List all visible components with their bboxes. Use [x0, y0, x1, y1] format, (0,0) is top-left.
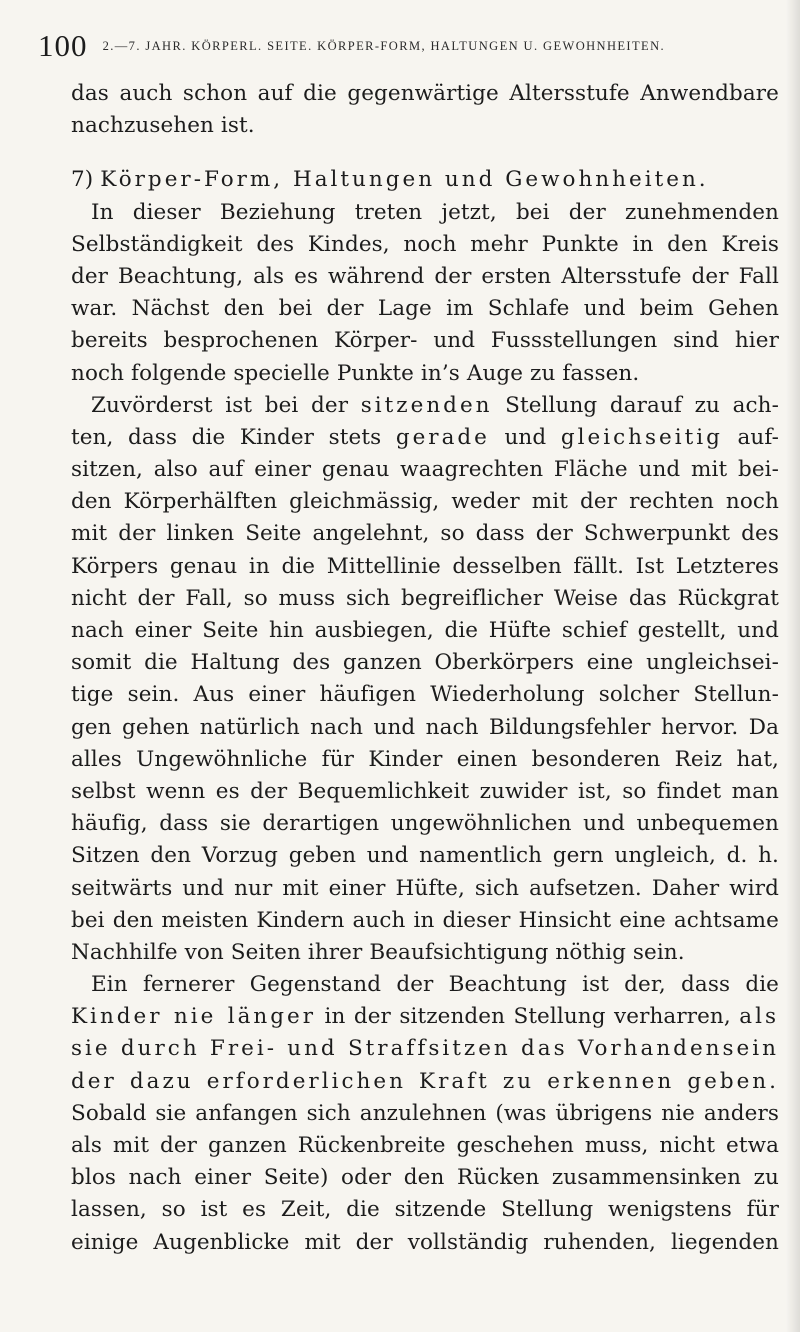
text-span: ten, dass die Kinder stets	[71, 424, 382, 450]
section-spacer	[71, 142, 779, 164]
text-line: nicht der Fall, so muss sich begreiflicher Weise das Rückgrat	[71, 585, 779, 611]
text-line: den Körperhälften gleichmässig, weder mit der rechten noch	[71, 489, 779, 515]
text-line	[71, 422, 779, 454]
emphasis-span: gerade	[395, 424, 490, 450]
text-line	[71, 390, 779, 422]
section-title: Körper-Form, Haltungen und Gewohnheiten.	[100, 167, 709, 193]
text-line: noch folgende specielle Punkte in’s Auge zu fassen.	[71, 360, 640, 386]
text-line: war. Nächst den bei der Lage im Schlafe und beim Gehen	[71, 296, 779, 322]
page-header	[38, 28, 778, 68]
text-line: bei den meisten Kindern auch in dieser Hinsicht eine achtsame	[71, 907, 779, 933]
text-line: nach einer Seite hin ausbiegen, die Hüfte schief gestellt, und	[71, 618, 779, 643]
text-line: Nachhilfe von Seiten ihrer Beaufsichtigung nöthig sein.	[71, 939, 685, 965]
emphasis-span: sitzenden	[360, 392, 493, 418]
text-span: auf-	[737, 424, 780, 450]
emphasis-line: der dazu erforderlichen Kraft zu erkennen geben.	[71, 1068, 779, 1094]
emphasis-line: sie durch Frei- und Straffsitzen das Vorhandensein	[71, 1036, 779, 1062]
section-heading	[71, 164, 779, 196]
running-head: 2.—7. JAHR. KÖRPERL. SEITE. KÖRPER-FORM, HALTUNGEN U. GEWOHNHEITEN.	[102, 38, 666, 53]
text-line: sitzen, also auf einer genau waagrechten Fläche und mit bei-	[71, 457, 779, 483]
text-line: nachzusehen ist.	[71, 113, 255, 139]
text-line: das auch schon auf die gegenwärtige Altersstufe Anwendbare	[71, 81, 779, 106]
text-line: lassen, so ist es Zeit, die sitzende Stellung wenigstens für	[71, 1197, 779, 1223]
text-line: gen gehen natürlich nach und nach Bildungsfehler hervor. Da	[71, 714, 779, 740]
text-line: der Beachtung, als es während der ersten Altersstufe der Fall	[71, 263, 779, 289]
text-line: Ein fernerer Gegenstand der Beachtung ist der, dass die	[91, 972, 779, 998]
text-line: In dieser Beziehung treten jetzt, bei der zunehmenden	[91, 199, 779, 225]
text-line: häufig, dass sie derartigen ungewöhnlichen und unbequemen	[71, 811, 779, 837]
emphasis-span: als	[739, 1004, 779, 1030]
text-span: in der sitzenden Stellung verharren,	[324, 1004, 731, 1030]
text-line	[71, 1001, 779, 1033]
section-number: 7)	[71, 167, 94, 193]
body-text	[71, 78, 779, 1259]
text-line: alles Ungewöhnliche für Kinder einen besonderen Reiz hat,	[71, 746, 779, 772]
emphasis-span: gleichseitig	[560, 424, 723, 450]
text-line: Sobald sie anfangen sich anzulehnen (was übrigens nie anders	[71, 1100, 779, 1126]
text-line: blos nach einer Seite) oder den Rücken zusammensinken zu	[71, 1165, 779, 1191]
text-line: mit der linken Seite angelehnt, so dass der Schwerpunkt des	[71, 521, 779, 547]
text-line: Sitzen den Vorzug geben und namentlich gern ungleich, d. h.	[71, 843, 779, 869]
text-line: Selbständigkeit des Kindes, noch mehr Punkte in den Kreis	[71, 231, 779, 257]
text-span: Stellung darauf zu ach-	[505, 392, 779, 418]
text-line: seitwärts und nur mit einer Hüfte, sich aufsetzen. Daher wird	[71, 875, 779, 901]
text-line: bereits besprochenen Körper- und Fussstellungen sind hier	[71, 328, 779, 354]
emphasis-span: Kinder nie länger	[71, 1004, 317, 1030]
text-line: einige Augenblicke mit der vollständig ruhenden, liegenden	[71, 1229, 779, 1255]
text-line: somit die Haltung des ganzen Oberkörpers eine ungleichsei-	[71, 650, 779, 676]
text-span: und	[504, 424, 547, 450]
text-span: Zuvörderst ist bei der	[91, 392, 349, 418]
text-line: selbst wenn es der Bequemlichkeit zuwider ist, so findet man	[71, 778, 779, 804]
text-line: Körpers genau in die Mittellinie desselben fällt. Ist Letzteres	[71, 553, 779, 579]
text-line: als mit der ganzen Rückenbreite geschehen muss, nicht etwa	[71, 1133, 779, 1158]
page-edge-shadow	[786, 0, 800, 1332]
text-line: tige sein. Aus einer häufigen Wiederholung solcher Stellun-	[71, 682, 779, 708]
page-number: 100	[38, 28, 88, 63]
